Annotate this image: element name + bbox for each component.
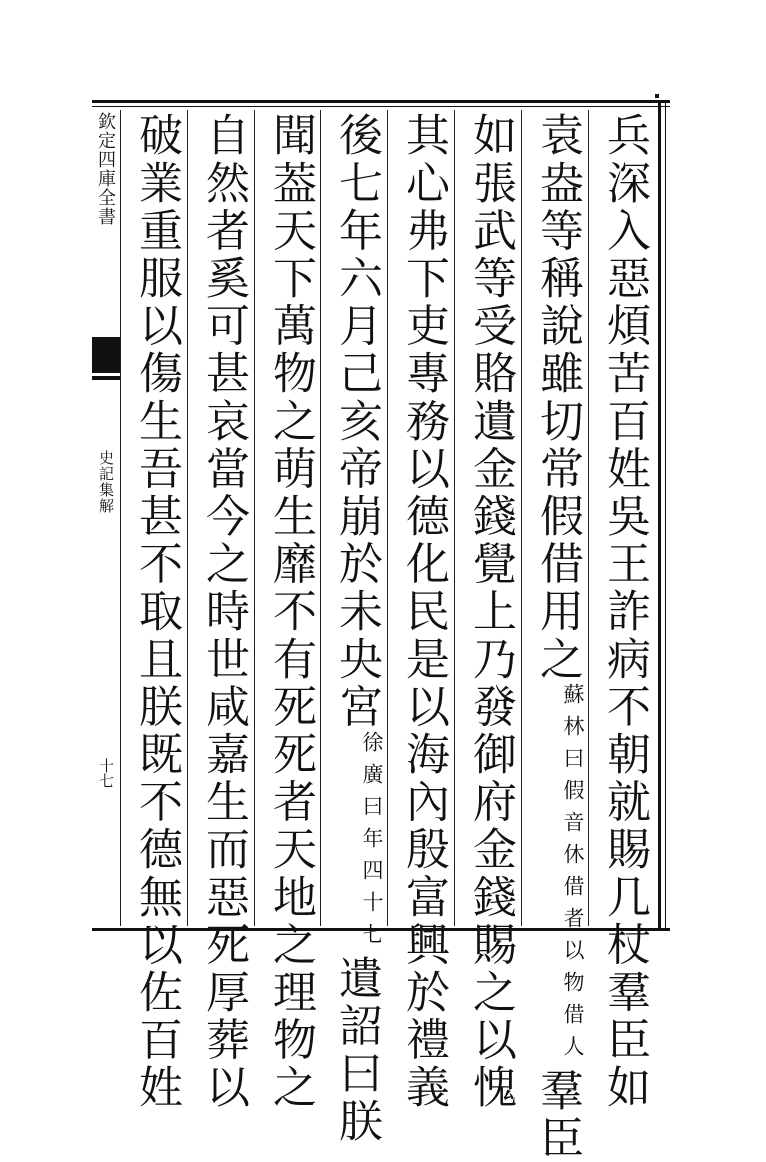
fish-tail-mark-line <box>92 376 120 380</box>
column-text: 如張武等受賂遺金錢覺上乃發御府金錢賜之以愧 <box>465 112 516 1112</box>
text-column-5 <box>325 112 387 1146</box>
column-rule <box>120 110 121 926</box>
annotation-right: 蘇林曰假音休 <box>561 683 585 876</box>
margin-book-title: 史記集解 <box>97 450 115 514</box>
frame-right-rule <box>658 100 661 931</box>
text-column-3 <box>459 112 521 1112</box>
text-column-6 <box>259 112 321 1112</box>
annotation-right: 徐廣曰年 <box>360 730 384 859</box>
column-rule <box>187 110 188 926</box>
text-column-2 <box>526 112 588 1162</box>
text-column-8 <box>125 112 187 1112</box>
annotation-left: 四十七 <box>360 858 384 955</box>
column-rule <box>254 110 255 926</box>
column-text-after: 羣臣 <box>532 1067 583 1162</box>
frame-top-rule <box>92 100 670 103</box>
column-rule <box>387 110 388 926</box>
frame-top-rule-thin <box>92 106 670 107</box>
column-text: 聞葢天下萬物之萌生靡不有死死者天地之理物之 <box>265 112 316 1112</box>
fish-tail-mark <box>92 337 120 373</box>
column-text: 後七年六月己亥帝崩於未央宮 <box>331 112 382 731</box>
column-text: 兵深入惡煩苦百姓吳王詐病不朝就賜几杖羣臣如 <box>599 112 650 1112</box>
frame-corner-mark <box>655 94 659 98</box>
text-column-1 <box>593 112 655 1112</box>
text-column-4 <box>392 112 454 1112</box>
margin-page-number: 十七 <box>97 758 115 788</box>
column-text: 破業重服以傷生吾甚不取且朕既不德無以佐百姓 <box>131 112 182 1112</box>
column-text-after: 遺詔曰朕 <box>331 954 382 1146</box>
column-text: 袁盎等稱說雖切常假借用之 <box>532 112 583 684</box>
column-rule <box>454 110 455 926</box>
column-rule <box>521 110 522 926</box>
column-text: 自然者奚可甚哀當今之時世咸嘉生而惡死厚葬以 <box>198 112 249 1112</box>
margin-series-title: 欽定四庫全書 <box>95 112 116 226</box>
column-text: 其心弗下吏專務以德化民是以海內殷富興於禮義 <box>398 112 449 1112</box>
frame-right-rule-thin <box>665 100 666 931</box>
annotation-left: 借者以物借人 <box>561 875 585 1068</box>
column-rule <box>588 110 589 926</box>
text-column-7 <box>192 112 254 1112</box>
